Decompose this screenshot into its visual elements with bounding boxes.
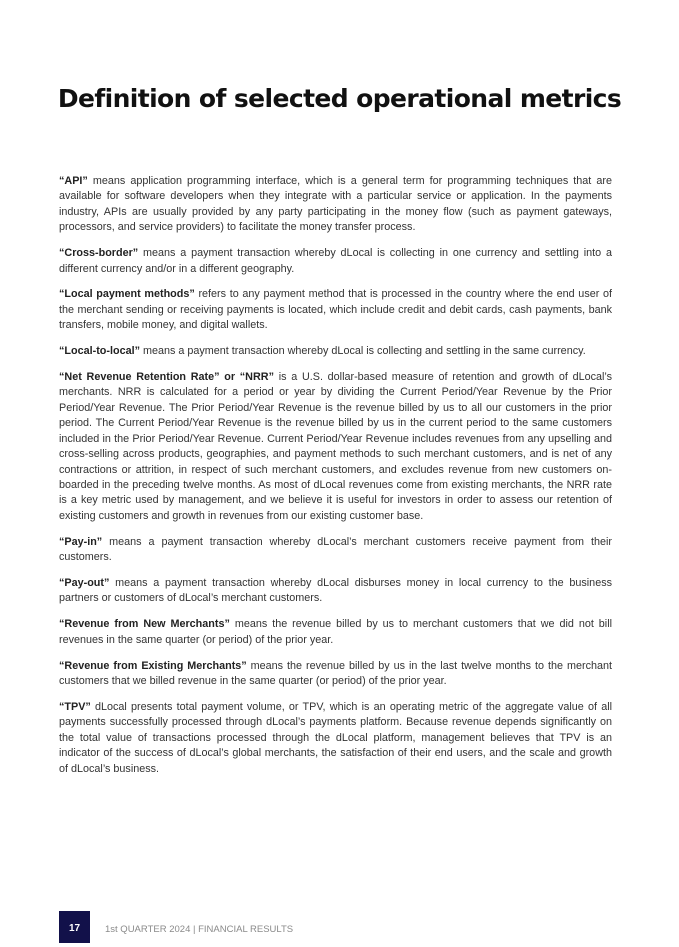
definition-term: “API” [59,175,88,187]
definition-term: “Local-to-local” [59,345,140,358]
definition-text: means a payment transaction whereby dLocal is collecting in one currency and settling into a different currency and/or in a different geography. [59,247,612,275]
definitions-list [59,174,612,787]
definition-nrr [59,370,612,524]
page-title: Definition of selected operational metrics [57,84,622,113]
definition-pay-out [59,576,612,607]
definition-cross-border [59,246,612,277]
definition-pay-in [59,535,612,566]
definition-term: “TPV” [59,700,91,713]
definition-text: means a payment transaction whereby dLocal is collecting and settling in the same currency. [139,345,586,358]
definition-term: “Pay-out” [59,576,110,589]
definition-text: dLocal presents total payment volume, or TPV, which is an operating metric of the aggregate value of all payments successfully processed through dLocal’s payments platform. Because revenue depends significantly on the total value of transactions processed through the dLocal platform, management believes that TPV is an indicator of the success of dLocal’s global merchants, the satisfaction of their end users, and the scale and growth of dLocal’s business. [59,700,612,775]
definition-local-payment-methods [59,287,612,333]
footer-report-label: 1st QUARTER 2024 | FINANCIAL RESULTS [105,924,294,935]
definition-term: “Net Revenue Retention Rate” or “NRR” [59,371,274,384]
definition-term: “Local payment methods” [59,288,195,301]
definition-api [59,174,612,236]
definition-tpv [59,700,612,777]
definition-local-to-local [59,344,612,359]
definition-term: “Pay-in” [59,535,103,548]
definition-text: means application programming interface, which is a general term for programming techniques that are available for software developers when they integrate with a particular service or application. In the payments industry, APIs are usually provided by any party participating in the money flow (such as payment gateways, processors, and service providers) to facilitate the money transfer process. [59,175,612,234]
page-footer [59,911,659,943]
definition-text: refers to any payment method that is processed in the country where the end user of the merchant sending or receiving payments is located, which include credit and debit cards, cash payments, bank transfers, mobile money, and digital wallets. [59,288,613,332]
page-number: 17 [59,911,90,943]
definition-term: “Cross-border” [59,247,139,260]
definition-text: means a payment transaction whereby dLocal’s merchant customers receive payment from their customers. [59,535,612,564]
definition-term: “Revenue from New Merchants” [59,618,230,631]
definition-text: is a U.S. dollar-based measure of retention and growth of dLocal’s merchants. NRR is calculated for a period or year by dividing the Current Period/Year Revenue by the Prior Period/Year Revenue. The Prior Period/Year Revenue is the revenue billed by us to all our customers in the prior period. The Current Period/Year Revenue is the revenue billed by us in the current period to the same customers included in the Prior Period/Year Revenue. Current Period/Year Revenue includes revenues from any upselling and cross-selling across products, geographies, and payment methods to such merchant customers, and is net of any contractions or attrition, in respect of such merchant customers, and excludes revenue from new customers on-boarded in the preceding twelve months. As most of dLocal revenues come from existing merchants, the NRR rate is a key metric used by management, and we believe it is useful for investors in order to assess our retention of existing customers and growth in revenues from our existing customer base. [59,371,613,522]
definition-text: means the revenue billed by us to merchant customers that we did not bill revenues in the same quarter (or period) of the prior year. [59,618,612,646]
definition-text: means a payment transaction whereby dLocal disburses money in local currency to the business partners or customers of dLocal’s merchant customers. [59,576,612,605]
definition-text: means the revenue billed by us in the last twelve months to the merchant customers that we billed revenue in the same quarter (or period) of the prior year. [59,659,612,687]
definition-term: “Revenue from Existing Merchants” [59,659,247,672]
definition-revenue-existing-merchants [59,659,612,690]
definition-revenue-new-merchants [59,617,612,648]
